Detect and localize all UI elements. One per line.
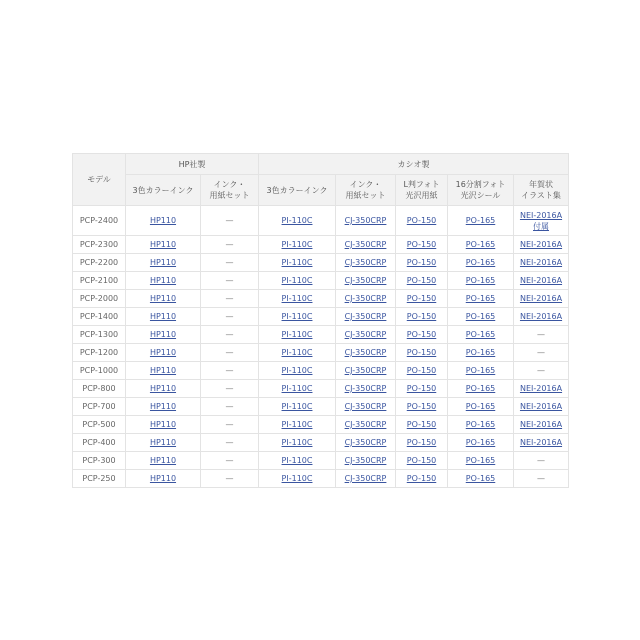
table-cell (396, 272, 448, 290)
table-cell (336, 308, 396, 326)
product-link[interactable]: PO-150 (406, 438, 437, 447)
table-cell (396, 206, 448, 236)
table-cell (126, 206, 201, 236)
product-link[interactable]: CJ-350CRP (344, 312, 387, 321)
model-name: PCP-2000 (73, 290, 126, 308)
table-cell (336, 452, 396, 470)
table-row (73, 470, 569, 488)
table-row (73, 272, 569, 290)
table-body (73, 206, 569, 488)
table-cell (126, 452, 201, 470)
product-link[interactable]: CJ-350CRP (344, 276, 387, 285)
not-available-dash: — (225, 348, 234, 357)
table-row (73, 326, 569, 344)
product-link[interactable]: CJ-350CRP (344, 474, 387, 483)
header-text: インク・ (349, 180, 382, 189)
table-cell (448, 308, 514, 326)
product-link[interactable]: CJ-350CRP (344, 366, 387, 375)
product-link[interactable]: CJ-350CRP (344, 330, 387, 339)
product-link-extra[interactable]: 付属 (533, 221, 550, 231)
table-cell (126, 290, 201, 308)
product-link[interactable]: PO-150 (406, 366, 437, 375)
table-row (73, 434, 569, 452)
table-cell (396, 308, 448, 326)
not-available-dash: — (537, 474, 546, 483)
product-link[interactable]: NEI-2016A (519, 294, 563, 303)
product-link[interactable]: PO-165 (465, 456, 496, 465)
not-available-dash: — (537, 366, 546, 375)
table-row (73, 290, 569, 308)
header-casio-photo-sticker (448, 175, 514, 206)
product-link[interactable]: PO-165 (465, 402, 496, 411)
table-cell (259, 416, 336, 434)
product-link[interactable]: HP110 (149, 258, 177, 267)
product-link[interactable]: CJ-350CRP (344, 438, 387, 447)
table-cell (396, 290, 448, 308)
table-cell (259, 362, 336, 380)
table-cell (336, 470, 396, 488)
table-cell (201, 272, 259, 290)
table-cell (259, 206, 336, 236)
header-text: 用紙セット (209, 191, 250, 200)
table-row (73, 362, 569, 380)
header-text: 年賀状 (529, 180, 554, 189)
table-cell (126, 416, 201, 434)
product-link[interactable]: HP110 (149, 294, 177, 303)
table-cell (336, 362, 396, 380)
product-link[interactable]: PI-110C (281, 474, 313, 483)
not-available-dash: — (225, 294, 234, 303)
table-cell (336, 290, 396, 308)
product-link[interactable]: PI-110C (281, 258, 313, 267)
header-text: イラスト集 (521, 191, 561, 200)
table-row (73, 380, 569, 398)
header-casio-ink (259, 175, 336, 206)
model-name: PCP-300 (73, 452, 126, 470)
table-cell (336, 272, 396, 290)
not-available-dash: — (225, 384, 234, 393)
model-name: PCP-2100 (73, 272, 126, 290)
product-link[interactable]: HP110 (149, 312, 177, 321)
table-cell (126, 236, 201, 254)
product-link[interactable]: NEI-2016A (519, 276, 563, 285)
not-available-dash: — (225, 438, 234, 447)
table-row (73, 416, 569, 434)
table-cell (514, 344, 569, 362)
product-link[interactable]: PO-150 (406, 276, 437, 285)
header-model: モデル (73, 154, 126, 206)
model-name: PCP-250 (73, 470, 126, 488)
table-cell (514, 416, 569, 434)
table-cell (336, 398, 396, 416)
header-hp-group: HP社製 (126, 154, 259, 175)
table-cell (201, 380, 259, 398)
table-cell (259, 254, 336, 272)
table-cell (514, 326, 569, 344)
table-cell (448, 236, 514, 254)
table-cell (126, 308, 201, 326)
table-cell (514, 362, 569, 380)
product-link[interactable]: PO-165 (465, 258, 496, 267)
table-cell (259, 452, 336, 470)
table-cell (336, 344, 396, 362)
product-link[interactable]: NEI-2016A (519, 420, 563, 429)
header-text: L判フォト (403, 180, 440, 189)
table-cell (514, 272, 569, 290)
product-link[interactable]: PI-110C (281, 276, 313, 285)
header-text: 16分割フォト (455, 180, 506, 189)
product-link[interactable]: PO-165 (465, 420, 496, 429)
table-cell (201, 362, 259, 380)
table-cell (514, 236, 569, 254)
product-link[interactable]: CJ-350CRP (344, 402, 387, 411)
product-link[interactable]: PI-110C (281, 240, 313, 249)
table-cell (126, 380, 201, 398)
table-cell (514, 470, 569, 488)
product-link[interactable]: PI-110C (281, 348, 313, 357)
model-name: PCP-1400 (73, 308, 126, 326)
table-cell (448, 452, 514, 470)
product-link[interactable]: PO-165 (465, 330, 496, 339)
table-cell (336, 380, 396, 398)
table-cell (396, 398, 448, 416)
table-cell (514, 206, 569, 236)
table-cell (201, 326, 259, 344)
header-casio-photo-paper (396, 175, 448, 206)
not-available-dash: — (537, 348, 546, 357)
table-cell (259, 470, 336, 488)
table-cell (336, 326, 396, 344)
not-available-dash: — (225, 330, 234, 339)
product-link[interactable]: CJ-350CRP (344, 258, 387, 267)
table-cell (448, 362, 514, 380)
product-link[interactable]: CJ-350CRP (344, 348, 387, 357)
table-row (73, 236, 569, 254)
product-link[interactable]: PI-110C (281, 294, 313, 303)
product-link[interactable]: HP110 (149, 456, 177, 465)
product-link[interactable]: CJ-350CRP (344, 420, 387, 429)
product-link[interactable]: PI-110C (281, 402, 313, 411)
product-link[interactable]: NEI-2016A (519, 402, 563, 411)
table-cell (259, 308, 336, 326)
product-link[interactable]: PO-150 (406, 384, 437, 393)
header-row-groups (73, 154, 569, 175)
product-link[interactable]: PO-150 (406, 474, 437, 483)
table-cell (259, 290, 336, 308)
product-link[interactable]: PO-165 (465, 366, 496, 375)
table-cell (396, 326, 448, 344)
table-cell (126, 254, 201, 272)
model-name: PCP-2400 (73, 206, 126, 236)
model-name: PCP-700 (73, 398, 126, 416)
table-cell (201, 416, 259, 434)
table-cell (336, 434, 396, 452)
product-link[interactable]: NEI-2016A (519, 258, 563, 267)
product-link[interactable]: PI-110C (281, 366, 313, 375)
product-link[interactable]: HP110 (149, 348, 177, 357)
table-cell (126, 362, 201, 380)
table-cell (448, 398, 514, 416)
table-cell (514, 290, 569, 308)
product-link[interactable]: PO-150 (406, 240, 437, 249)
table-cell (126, 326, 201, 344)
table-cell (336, 206, 396, 236)
table-cell (259, 272, 336, 290)
product-link[interactable]: PI-110C (281, 216, 313, 225)
table-cell (201, 470, 259, 488)
product-link[interactable]: HP110 (149, 366, 177, 375)
table-cell (448, 470, 514, 488)
table-cell (514, 308, 569, 326)
table-cell (396, 434, 448, 452)
product-link[interactable]: HP110 (149, 474, 177, 483)
table-cell (396, 452, 448, 470)
product-link[interactable]: HP110 (149, 384, 177, 393)
table-cell (448, 326, 514, 344)
product-link[interactable]: PO-165 (465, 438, 496, 447)
table-cell (514, 434, 569, 452)
product-link[interactable]: PO-150 (406, 456, 437, 465)
table-cell (126, 344, 201, 362)
table-cell (201, 344, 259, 362)
model-name: PCP-1200 (73, 344, 126, 362)
table-cell (396, 362, 448, 380)
product-link[interactable]: CJ-350CRP (344, 216, 387, 225)
model-name: PCP-1300 (73, 326, 126, 344)
table-cell (396, 254, 448, 272)
product-link[interactable]: PI-110C (281, 330, 313, 339)
model-name: PCP-400 (73, 434, 126, 452)
table-cell (448, 254, 514, 272)
product-link[interactable]: NEI-2016A (519, 210, 563, 220)
table-cell (201, 398, 259, 416)
product-link[interactable]: PI-110C (281, 312, 313, 321)
table-cell (126, 272, 201, 290)
table-cell (514, 254, 569, 272)
table-cell (126, 470, 201, 488)
table-cell (448, 206, 514, 236)
header-text: 用紙セット (345, 191, 386, 200)
product-link[interactable]: PO-165 (465, 294, 496, 303)
model-name: PCP-800 (73, 380, 126, 398)
not-available-dash: — (225, 366, 234, 375)
product-link[interactable]: PO-150 (406, 402, 437, 411)
not-available-dash: — (225, 456, 234, 465)
table-cell (259, 434, 336, 452)
table-row (73, 344, 569, 362)
table-cell (259, 380, 336, 398)
model-name: PCP-2200 (73, 254, 126, 272)
not-available-dash: — (537, 456, 546, 465)
table-cell (126, 398, 201, 416)
table-cell (201, 308, 259, 326)
table-cell (396, 344, 448, 362)
not-available-dash: — (225, 258, 234, 267)
product-link[interactable]: PO-165 (465, 240, 496, 249)
table-row (73, 398, 569, 416)
not-available-dash: — (225, 216, 234, 225)
table-row (73, 308, 569, 326)
product-link[interactable]: HP110 (149, 330, 177, 339)
table-cell (201, 254, 259, 272)
table-cell (396, 470, 448, 488)
table-cell (448, 344, 514, 362)
table-cell (201, 434, 259, 452)
product-link[interactable]: HP110 (149, 438, 177, 447)
header-text: 光沢用紙 (405, 191, 438, 200)
header-hp-ink-paper-set (201, 175, 259, 206)
header-hp-ink (126, 175, 201, 206)
product-link[interactable]: PO-150 (406, 312, 437, 321)
header-casio-illustrations (514, 175, 569, 206)
product-link[interactable]: PO-150 (406, 216, 437, 225)
table-cell (201, 236, 259, 254)
product-link[interactable]: NEI-2016A (519, 438, 563, 447)
not-available-dash: — (225, 402, 234, 411)
header-text: 光沢シール (460, 191, 501, 200)
table-cell (259, 326, 336, 344)
table-cell (201, 452, 259, 470)
table-cell (514, 380, 569, 398)
product-link[interactable]: HP110 (149, 402, 177, 411)
not-available-dash: — (225, 276, 234, 285)
table-cell (396, 380, 448, 398)
product-link[interactable]: CJ-350CRP (344, 384, 387, 393)
table-cell (448, 272, 514, 290)
table-cell (259, 398, 336, 416)
product-link[interactable]: PO-165 (465, 276, 496, 285)
table-row (73, 254, 569, 272)
product-link[interactable]: CJ-350CRP (344, 240, 387, 249)
table-cell (259, 344, 336, 362)
product-link[interactable]: PO-150 (406, 294, 437, 303)
product-link[interactable]: NEI-2016A (519, 312, 563, 321)
model-name: PCP-1000 (73, 362, 126, 380)
table-cell (448, 380, 514, 398)
compatibility-table (72, 153, 569, 488)
product-link[interactable]: PO-165 (465, 474, 496, 483)
table-cell (259, 236, 336, 254)
table-cell (448, 434, 514, 452)
product-link[interactable]: HP110 (149, 240, 177, 249)
not-available-dash: — (225, 474, 234, 483)
model-name: PCP-2300 (73, 236, 126, 254)
product-link[interactable]: PI-110C (281, 438, 313, 447)
not-available-dash: — (225, 420, 234, 429)
not-available-dash: — (225, 240, 234, 249)
product-link[interactable]: PI-110C (281, 420, 313, 429)
header-text: 3色カラーインク (132, 185, 194, 195)
table-cell (201, 206, 259, 236)
product-link[interactable]: PI-110C (281, 456, 313, 465)
table-cell (514, 398, 569, 416)
table-row (73, 452, 569, 470)
product-link[interactable]: NEI-2016A (519, 384, 563, 393)
product-link[interactable]: PO-150 (406, 348, 437, 357)
header-text: 3色カラーインク (266, 185, 328, 195)
product-link[interactable]: CJ-350CRP (344, 456, 387, 465)
not-available-dash: — (225, 312, 234, 321)
table-cell (514, 452, 569, 470)
model-name: PCP-500 (73, 416, 126, 434)
product-link[interactable]: PO-165 (465, 216, 496, 225)
header-text: インク・ (213, 180, 246, 189)
table-cell (336, 254, 396, 272)
table-cell (126, 434, 201, 452)
product-link[interactable]: PO-165 (465, 348, 496, 357)
product-link[interactable]: PO-150 (406, 420, 437, 429)
product-link[interactable]: PI-110C (281, 384, 313, 393)
header-casio-ink-paper-set (336, 175, 396, 206)
product-link[interactable]: HP110 (149, 276, 177, 285)
table-cell (336, 416, 396, 434)
not-available-dash: — (537, 330, 546, 339)
product-link[interactable]: HP110 (149, 420, 177, 429)
product-link[interactable]: HP110 (149, 216, 177, 225)
table-cell (396, 236, 448, 254)
table-cell (396, 416, 448, 434)
header-casio-group: カシオ製 (259, 154, 569, 175)
product-link[interactable]: CJ-350CRP (344, 294, 387, 303)
product-link[interactable]: PO-150 (406, 258, 437, 267)
table-cell (448, 416, 514, 434)
header-row-columns (73, 175, 569, 206)
table-cell (448, 290, 514, 308)
product-link[interactable]: PO-165 (465, 384, 496, 393)
table-row (73, 206, 569, 236)
product-link[interactable]: PO-165 (465, 312, 496, 321)
product-link[interactable]: PO-150 (406, 330, 437, 339)
table-cell (201, 290, 259, 308)
product-link[interactable]: NEI-2016A (519, 240, 563, 249)
table-cell (336, 236, 396, 254)
